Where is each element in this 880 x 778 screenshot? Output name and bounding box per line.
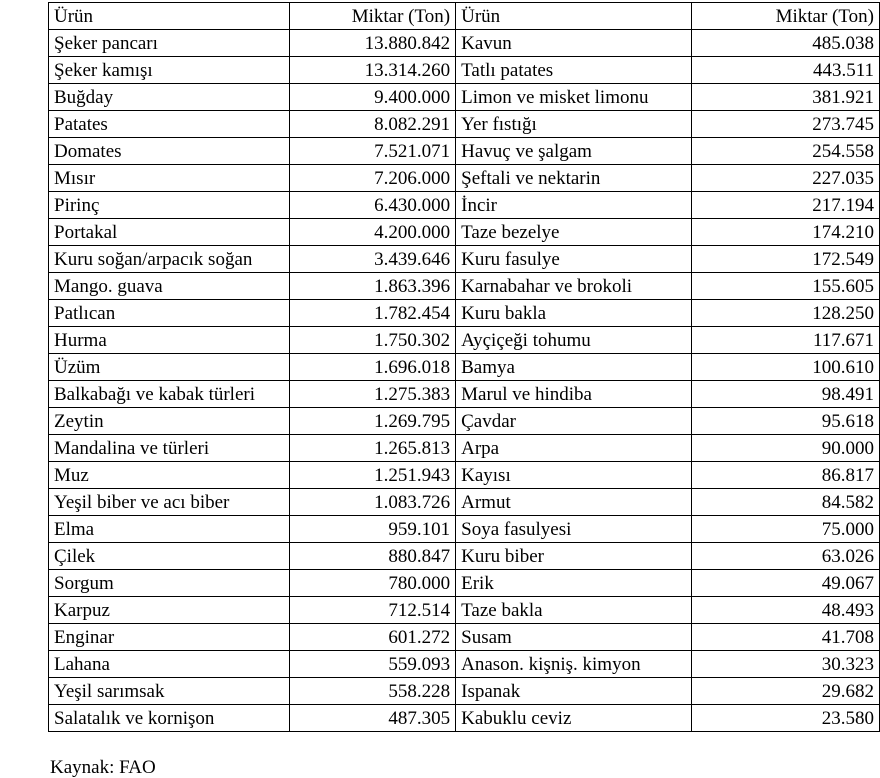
product-cell: Elma [49, 516, 290, 543]
product-cell: Çilek [49, 543, 290, 570]
amount-cell: 1.863.396 [289, 273, 455, 300]
table-row [49, 705, 880, 732]
product-cell: Limon ve misket limonu [456, 84, 692, 111]
production-table [48, 2, 880, 732]
table-row [49, 354, 880, 381]
table-row [49, 462, 880, 489]
product-cell: Mandalina ve türleri [49, 435, 290, 462]
product-cell: Bamya [456, 354, 692, 381]
product-cell: Kuru soğan/arpacık soğan [49, 246, 290, 273]
amount-cell: 1.251.943 [289, 462, 455, 489]
table-row [49, 597, 880, 624]
table-row [49, 300, 880, 327]
table-row [49, 435, 880, 462]
amount-cell: 1.696.018 [289, 354, 455, 381]
header-product: Ürün [49, 3, 290, 30]
product-cell: Lahana [49, 651, 290, 678]
header-amount: Miktar (Ton) [691, 3, 879, 30]
table-row [49, 165, 880, 192]
product-cell: Havuç ve şalgam [456, 138, 692, 165]
product-cell: Yeşil biber ve acı biber [49, 489, 290, 516]
amount-cell: 63.026 [691, 543, 879, 570]
amount-cell: 1.083.726 [289, 489, 455, 516]
table-row [49, 84, 880, 111]
amount-cell: 174.210 [691, 219, 879, 246]
product-cell: Portakal [49, 219, 290, 246]
amount-cell: 100.610 [691, 354, 879, 381]
table-row [49, 111, 880, 138]
product-cell: Marul ve hindiba [456, 381, 692, 408]
document [48, 2, 880, 732]
amount-cell: 9.400.000 [289, 84, 455, 111]
amount-cell: 49.067 [691, 570, 879, 597]
amount-cell: 95.618 [691, 408, 879, 435]
amount-cell: 29.682 [691, 678, 879, 705]
table-row [49, 381, 880, 408]
product-cell: Balkabağı ve kabak türleri [49, 381, 290, 408]
amount-cell: 98.491 [691, 381, 879, 408]
product-cell: Anason. kişniş. kimyon [456, 651, 692, 678]
amount-cell: 4.200.000 [289, 219, 455, 246]
product-cell: Salatalık ve kornişon [49, 705, 290, 732]
amount-cell: 7.206.000 [289, 165, 455, 192]
amount-cell: 6.430.000 [289, 192, 455, 219]
product-cell: Karpuz [49, 597, 290, 624]
amount-cell: 1.265.813 [289, 435, 455, 462]
product-cell: Muz [49, 462, 290, 489]
amount-cell: 13.880.842 [289, 30, 455, 57]
amount-cell: 1.275.383 [289, 381, 455, 408]
amount-cell: 117.671 [691, 327, 879, 354]
product-cell: Enginar [49, 624, 290, 651]
product-cell: Çavdar [456, 408, 692, 435]
table-row [49, 57, 880, 84]
product-cell: Kabuklu ceviz [456, 705, 692, 732]
amount-cell: 30.323 [691, 651, 879, 678]
product-cell: Kuru bakla [456, 300, 692, 327]
amount-cell: 41.708 [691, 624, 879, 651]
product-cell: Patlıcan [49, 300, 290, 327]
amount-cell: 75.000 [691, 516, 879, 543]
amount-cell: 8.082.291 [289, 111, 455, 138]
amount-cell: 443.511 [691, 57, 879, 84]
table-row [49, 192, 880, 219]
table-row [49, 651, 880, 678]
product-cell: Soya fasulyesi [456, 516, 692, 543]
amount-cell: 1.269.795 [289, 408, 455, 435]
product-cell: Şeftali ve nektarin [456, 165, 692, 192]
product-cell: Patates [49, 111, 290, 138]
table-row [49, 570, 880, 597]
product-cell: Üzüm [49, 354, 290, 381]
amount-cell: 7.521.071 [289, 138, 455, 165]
product-cell: Buğday [49, 84, 290, 111]
product-cell: Şeker kamışı [49, 57, 290, 84]
amount-cell: 880.847 [289, 543, 455, 570]
amount-cell: 90.000 [691, 435, 879, 462]
amount-cell: 254.558 [691, 138, 879, 165]
product-cell: İncir [456, 192, 692, 219]
amount-cell: 381.921 [691, 84, 879, 111]
product-cell: Kavun [456, 30, 692, 57]
amount-cell: 227.035 [691, 165, 879, 192]
table-row [49, 219, 880, 246]
amount-cell: 1.750.302 [289, 327, 455, 354]
amount-cell: 487.305 [289, 705, 455, 732]
product-cell: Ayçiçeği tohumu [456, 327, 692, 354]
amount-cell: 780.000 [289, 570, 455, 597]
table-row [49, 489, 880, 516]
amount-cell: 601.272 [289, 624, 455, 651]
product-cell: Yeşil sarımsak [49, 678, 290, 705]
product-cell: Taze bezelye [456, 219, 692, 246]
product-cell: Mango. guava [49, 273, 290, 300]
product-cell: Hurma [49, 327, 290, 354]
product-cell: Domates [49, 138, 290, 165]
product-cell: Şeker pancarı [49, 30, 290, 57]
amount-cell: 13.314.260 [289, 57, 455, 84]
product-cell: Susam [456, 624, 692, 651]
table-row [49, 408, 880, 435]
table-row [49, 327, 880, 354]
amount-cell: 1.782.454 [289, 300, 455, 327]
table-row [49, 246, 880, 273]
table-row [49, 138, 880, 165]
amount-cell: 559.093 [289, 651, 455, 678]
amount-cell: 3.439.646 [289, 246, 455, 273]
product-cell: Sorgum [49, 570, 290, 597]
product-cell: Ispanak [456, 678, 692, 705]
table-row [49, 30, 880, 57]
table-row [49, 516, 880, 543]
header-product: Ürün [456, 3, 692, 30]
product-cell: Taze bakla [456, 597, 692, 624]
product-cell: Yer fıstığı [456, 111, 692, 138]
product-cell: Armut [456, 489, 692, 516]
amount-cell: 172.549 [691, 246, 879, 273]
amount-cell: 558.228 [289, 678, 455, 705]
product-cell: Mısır [49, 165, 290, 192]
amount-cell: 712.514 [289, 597, 455, 624]
amount-cell: 155.605 [691, 273, 879, 300]
product-cell: Arpa [456, 435, 692, 462]
product-cell: Erik [456, 570, 692, 597]
table-row [49, 624, 880, 651]
amount-cell: 217.194 [691, 192, 879, 219]
amount-cell: 84.582 [691, 489, 879, 516]
source-note: Kaynak: FAO [50, 757, 156, 778]
table-header-row [49, 3, 880, 30]
amount-cell: 86.817 [691, 462, 879, 489]
product-cell: Zeytin [49, 408, 290, 435]
amount-cell: 23.580 [691, 705, 879, 732]
table-row [49, 273, 880, 300]
table-row [49, 543, 880, 570]
product-cell: Kayısı [456, 462, 692, 489]
product-cell: Karnabahar ve brokoli [456, 273, 692, 300]
amount-cell: 128.250 [691, 300, 879, 327]
product-cell: Kuru fasulye [456, 246, 692, 273]
table-row [49, 678, 880, 705]
amount-cell: 485.038 [691, 30, 879, 57]
header-amount: Miktar (Ton) [289, 3, 455, 30]
amount-cell: 48.493 [691, 597, 879, 624]
amount-cell: 959.101 [289, 516, 455, 543]
product-cell: Kuru biber [456, 543, 692, 570]
amount-cell: 273.745 [691, 111, 879, 138]
product-cell: Tatlı patates [456, 57, 692, 84]
table-body [49, 30, 880, 732]
product-cell: Pirinç [49, 192, 290, 219]
